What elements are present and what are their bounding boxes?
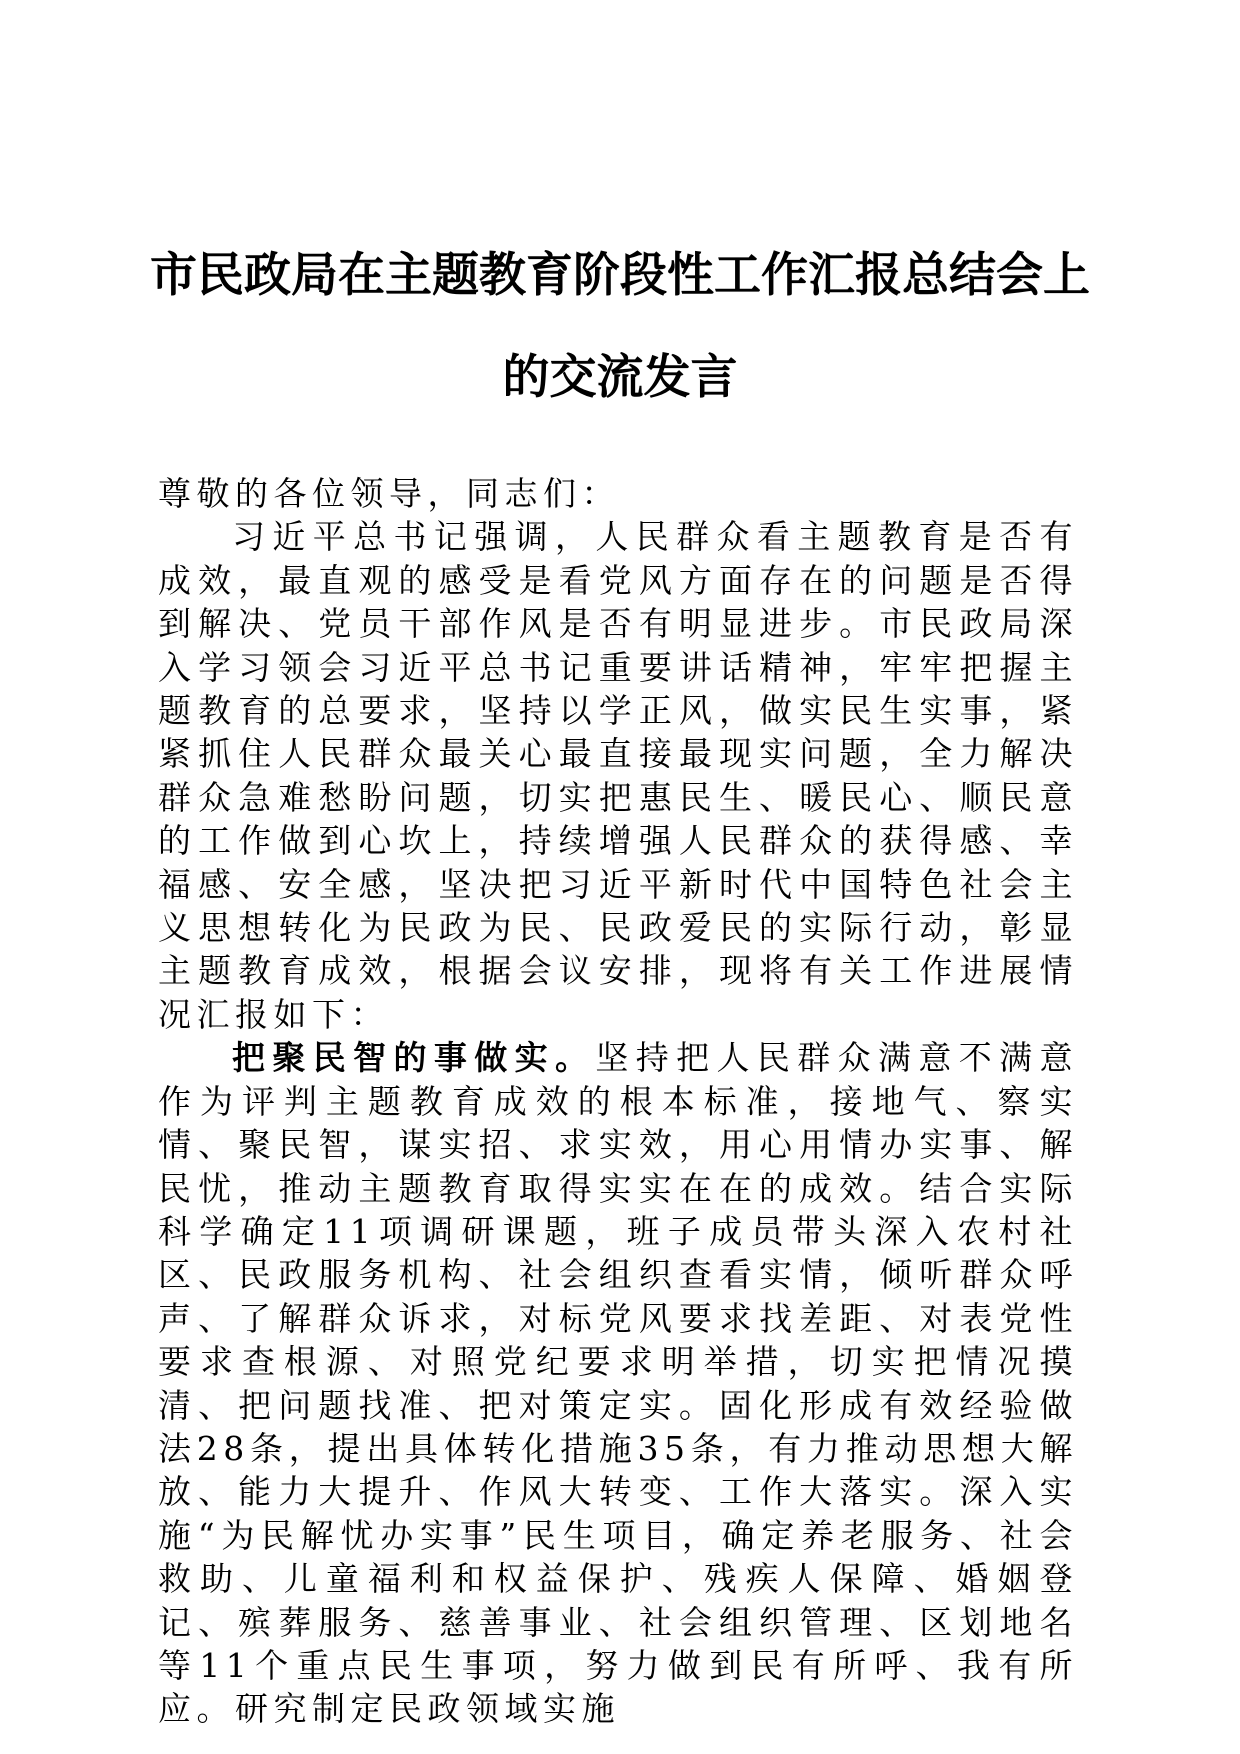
section-heading: 把聚民智的事做实。	[232, 1038, 596, 1078]
paragraph-intro: 习近平总书记强调，人民群众看主题教育是否有成效，最直观的感受是看党风方面存在的问题是否得到解决、党员干部作风是否有明显进步。市民政局深入学习领会习近平总书记重要讲话精神，牢牢把握主题教育的总要求，坚持以学正风，做实民生实事，紧紧抓住人民群众最关心最直接最现实问题，全力解决群众急难愁盼问题，切实把惠民生、暖民心、顺民意的工作做到心坎上，持续增强人民群众的获得感、幸福感、安全感，坚决把习近平新时代中国特色社会主义思想转化为民政为民、民政爱民的实际行动，彰显主题教育成效，根据会议安排，现将有关工作进展情况汇报如下：	[158, 517, 1078, 1034]
document-body	[158, 472, 1078, 1731]
title-line-2: 的交流发言	[502, 350, 738, 405]
salutation: 尊敬的各位领导，同志们：	[158, 474, 620, 513]
paragraph-section-1	[158, 1036, 1078, 1731]
section-text: 坚持把人民群众满意不满意作为评判主题教育成效的根本标准，接地气、察实情、聚民智，谋实招、求实效，用心用情办实事、解民忧，推动主题教育取得实实在在的成效。结合实际科学确定11项调研课题，班子成员带头深入农村社区、民政服务机构、社会组织查看实情，倾听群众呼声、了解群众诉求，对标党风要求找差距、对表党性要求查根源、对照党纪要求明举措，切实把情况摸清、把问题找准、把对策定实。固化形成有效经验做法28条，提出具体转化措施35条，有力推动思想大解放、能力大提升、作风大转变、工作大落实。深入实施“为民解忧办实事”民生项目，确定养老服务、社会救助、儿童福利和权益保护、残疾人保障、婚姻登记、殡葬服务、慈善事业、社会组织管理、区划地名等11个重点民生事项，努力做到民有所呼、我有所应。研究制定民政领域实施	[158, 1038, 1078, 1729]
document-title	[130, 225, 1110, 429]
title-line-1: 市民政局在主题教育阶段性工作汇报总结会上	[150, 248, 1090, 303]
